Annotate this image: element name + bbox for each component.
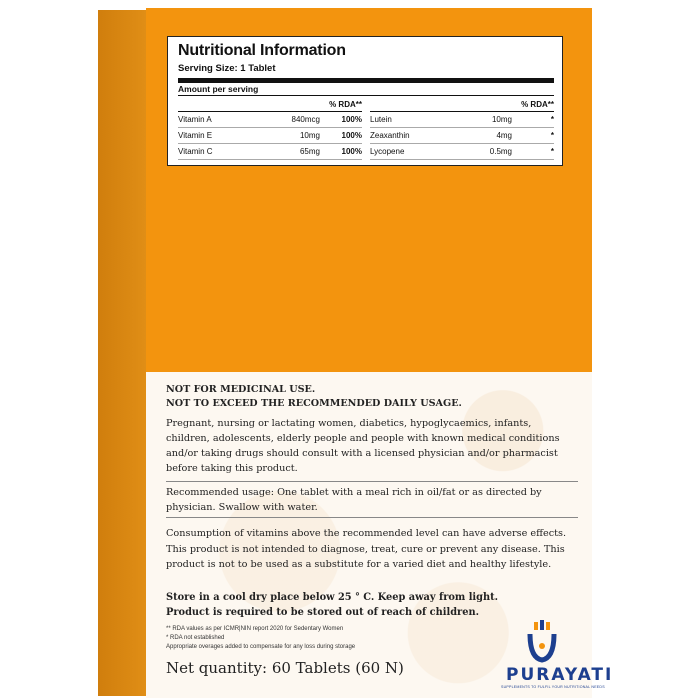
box-side-panel bbox=[98, 10, 146, 696]
table-row bbox=[178, 144, 362, 160]
disclaimer-paragraph: Consumption of vitamins above the recommended level can have adverse effects. This product is not intended to diagnose, treat, cure or prevent any disease. This product is not to be used as a substitute for a varied diet and healthy lifestyle. bbox=[166, 528, 567, 570]
divider bbox=[166, 481, 578, 482]
nutrient-amount: 0.5mg bbox=[461, 144, 512, 160]
footnote: * RDA not established bbox=[166, 635, 225, 641]
nutrient-amount: 10mg bbox=[256, 128, 320, 144]
nutrient-rda: 100% bbox=[320, 128, 362, 144]
warning-line: NOT TO EXCEED THE RECOMMENDED DAILY USAGE. bbox=[166, 398, 462, 409]
nutrient-amount: 4mg bbox=[461, 128, 512, 144]
table-row bbox=[178, 128, 362, 144]
nutrient-name: Vitamin C bbox=[178, 144, 256, 160]
nutrient-rda: * bbox=[512, 144, 554, 160]
rda-header: % RDA** bbox=[512, 98, 554, 112]
divider bbox=[166, 517, 578, 518]
nutrient-name: Lycopene bbox=[370, 144, 461, 160]
table-row bbox=[370, 144, 554, 160]
advice-paragraph: Pregnant, nursing or lactating women, diabetics, hypoglycaemics, infants, children, adolescents, elderly people and people with known medical conditions and/or taking drugs should consult with a licensed physician and/or pharmacist before taking this product. bbox=[166, 418, 560, 474]
nutrient-rda: 100% bbox=[320, 144, 362, 160]
storage-line: Product is required to be stored out of reach of children. bbox=[166, 607, 479, 618]
brand-tagline: SUPPLEMENTS TO FULFIL YOUR NUTRITIONAL NEEDS bbox=[501, 685, 605, 689]
nutrient-amount: 840mcg bbox=[256, 112, 320, 128]
usage-paragraph: Recommended usage: One tablet with a meal rich in oil/fat or as directed by physician. Swallow with water. bbox=[166, 487, 542, 513]
table-row bbox=[178, 112, 362, 128]
table-row bbox=[370, 112, 554, 128]
nutrient-rda: * bbox=[512, 128, 554, 144]
storage-text bbox=[166, 590, 578, 620]
footnotes bbox=[166, 625, 466, 652]
nutrition-column-right bbox=[370, 98, 554, 160]
nutrient-rda: * bbox=[512, 112, 554, 128]
nutrient-rda: 100% bbox=[320, 112, 362, 128]
rda-header: % RDA** bbox=[320, 98, 362, 112]
amount-per-serving: Amount per serving bbox=[178, 83, 554, 96]
nutrient-amount: 10mg bbox=[461, 112, 512, 128]
nutrient-amount: 65mg bbox=[256, 144, 320, 160]
nutrition-title: Nutritional Information bbox=[178, 42, 346, 59]
table-row bbox=[370, 128, 554, 144]
nutrition-table bbox=[167, 36, 563, 166]
nutrient-name: Lutein bbox=[370, 112, 461, 128]
footnote: Appropriate overages added to compensate for any loss during storage bbox=[166, 644, 356, 650]
net-quantity: Net quantity: 60 Tablets (60 N) bbox=[166, 659, 404, 677]
storage-line: Store in a cool dry place below 25 ° C. Keep away from light. bbox=[166, 592, 499, 603]
warning-text bbox=[166, 383, 578, 411]
nutrient-name: Vitamin E bbox=[178, 128, 256, 144]
footnote: ** RDA values as per ICMR|NIN report 2020 for Sedentary Women bbox=[166, 626, 344, 632]
nutrient-name: Zeaxanthin bbox=[370, 128, 461, 144]
brand-name: PURAYATI bbox=[506, 665, 614, 685]
nutrition-column-left bbox=[178, 98, 362, 160]
nutrient-name: Vitamin A bbox=[178, 112, 256, 128]
warning-line: NOT FOR MEDICINAL USE. bbox=[166, 384, 316, 395]
serving-size: Serving Size: 1 Tablet bbox=[178, 63, 276, 74]
